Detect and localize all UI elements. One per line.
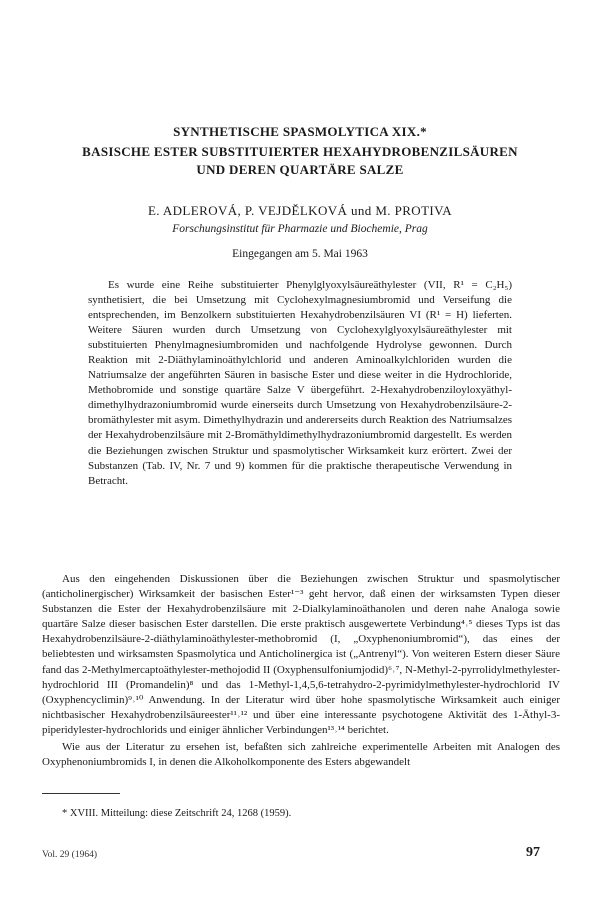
author-list: E. ADLEROVÁ, P. VEJDĚLKOVÁ und M. PROTIVA — [147, 203, 453, 218]
footnote: * XVIII. Mitteilung: diese Zeitschrift 24, 1268 (1959). — [62, 808, 292, 819]
article-title-line-2: BASISCHE ESTER SUBSTITUIERTER HEXAHYDROBENZILSÄUREN — [82, 144, 518, 159]
page-number: 97 — [526, 845, 540, 860]
article-title-line-3: UND DEREN QUARTÄRE SALZE — [196, 162, 404, 177]
body-paragraph-1: Aus den eingehenden Diskussionen über die Beziehungen zwischen Struktur und spasmolytischer (anticholinergischer) Wirksamkeit der basischen Ester¹⁻³ geht hervor, daß einen der wirksamsten Typen dieser Substanzen die Ester der Hexahydrobenzilsäure mit 2-Dialkylaminoäthanolen und deren nahe Analoga sowie quartäre Salze dieser basischen Ester darstellen. Die erste praktisch ausgewertete Verbindung⁴˒⁵ dieses Typs ist das Hexahydrobenzilsäure-2-diäthylaminoäthylester-methobromid (I, „Oxyphenoniumbromid“), das eines der beliebtesten und wirksamsten Spasmolytica und Anticholinergica ist („Antrenyl“). Von weiteren Estern dieser Säure fand das 2-Methylmercaptoäthylester-methojodid II (Oxyphensulfoniumjodid)⁶˒⁷, N-Methyl-2-pyrrolidylmethylester-hydrochlorid III (Promandelin)⁸ und das 1-Methyl-1,4,5,6-tetrahydro-2-pyrimidylmethylester-hydrochlorid IV (Oxyphencyclimin)⁹˒¹⁰ Anwendung. In der Literatur wird über hohe spasmolytische Wirksamkeit auch einiger nichtbasischer Hexahydrobenzilsäureester¹¹˒¹² und über eine interessante psychotogene Aktivität des 1-Äthyl-3-piperidylester-hydrochlorids und einiger ähnlicher Verbindungen¹³˒¹⁴ berichtet. — [42, 573, 560, 736]
body-paragraph-2: Wie aus der Literatur zu ersehen ist, befaßten sich zahlreiche experimentelle Arbeiten mit Analogen des Oxyphenoniumbromids I, in denen die Alkoholkomponente des Esters abgewandelt — [42, 741, 560, 769]
volume-info: Vol. 29 (1964) — [42, 850, 97, 860]
received-date: Eingegangen am 5. Mai 1963 — [232, 248, 368, 260]
institute-affiliation: Forschungsinstitut für Pharmazie und Biochemie, Prag — [172, 223, 428, 235]
body-text — [42, 572, 560, 770]
article-title-line-1: SYNTHETISCHE SPASMOLYTICA XIX.* — [173, 124, 427, 139]
abstract — [88, 278, 512, 489]
footnote-divider — [42, 793, 120, 794]
abstract-text: Es wurde eine Reihe substituierter Phenylglyoxylsäureäthylester (VII, R¹ = C₂H₅) synthetisiert, die bei Umsetzung mit Cyclohexylmagnesiumbromid und Verseifung die entsprechenden, im Benzolkern substituierten Hexahydrobenzilsäuren VI (R¹ = H) lieferten. Weitere Säuren wurden durch Umsetzung von Cyclohexylglyoxylsäureäthylester mit substituierten Phenylmagnesiumbromiden und nachfolgende Hydrolyse gewonnen. Durch Reaktion mit 2-Diäthylaminoäthylchlorid und anderen Aminoalkylchloriden wurden die Natriumsalze der angeführten Säuren in basische Ester und diese weiter in die Hydrochloride, Methobromide und sonstige quartäre Salze V übergeführt. 2-Hexahydrobenziloyloxyäthyl-dimethylhydrazoniumbromid wurde einerseits durch Umsetzung von Hexahydrobenzilsäure-2-bromäthylester mit asym. Dimethylhydrazin und andererseits durch Reaktion des Natriumsalzes der Hexahydrobenzilsäure mit 2-Bromäthyldimethylhydrazoniumbromid dargestellt. Es werden die Beziehungen zwischen Struktur und spasmolytischer Wirksamkeit kurz erörtert. Zwei der Substanzen (Tab. IV, Nr. 7 und 9) kommen für die praktische therapeutische Verwendung in Betracht. — [88, 279, 512, 487]
